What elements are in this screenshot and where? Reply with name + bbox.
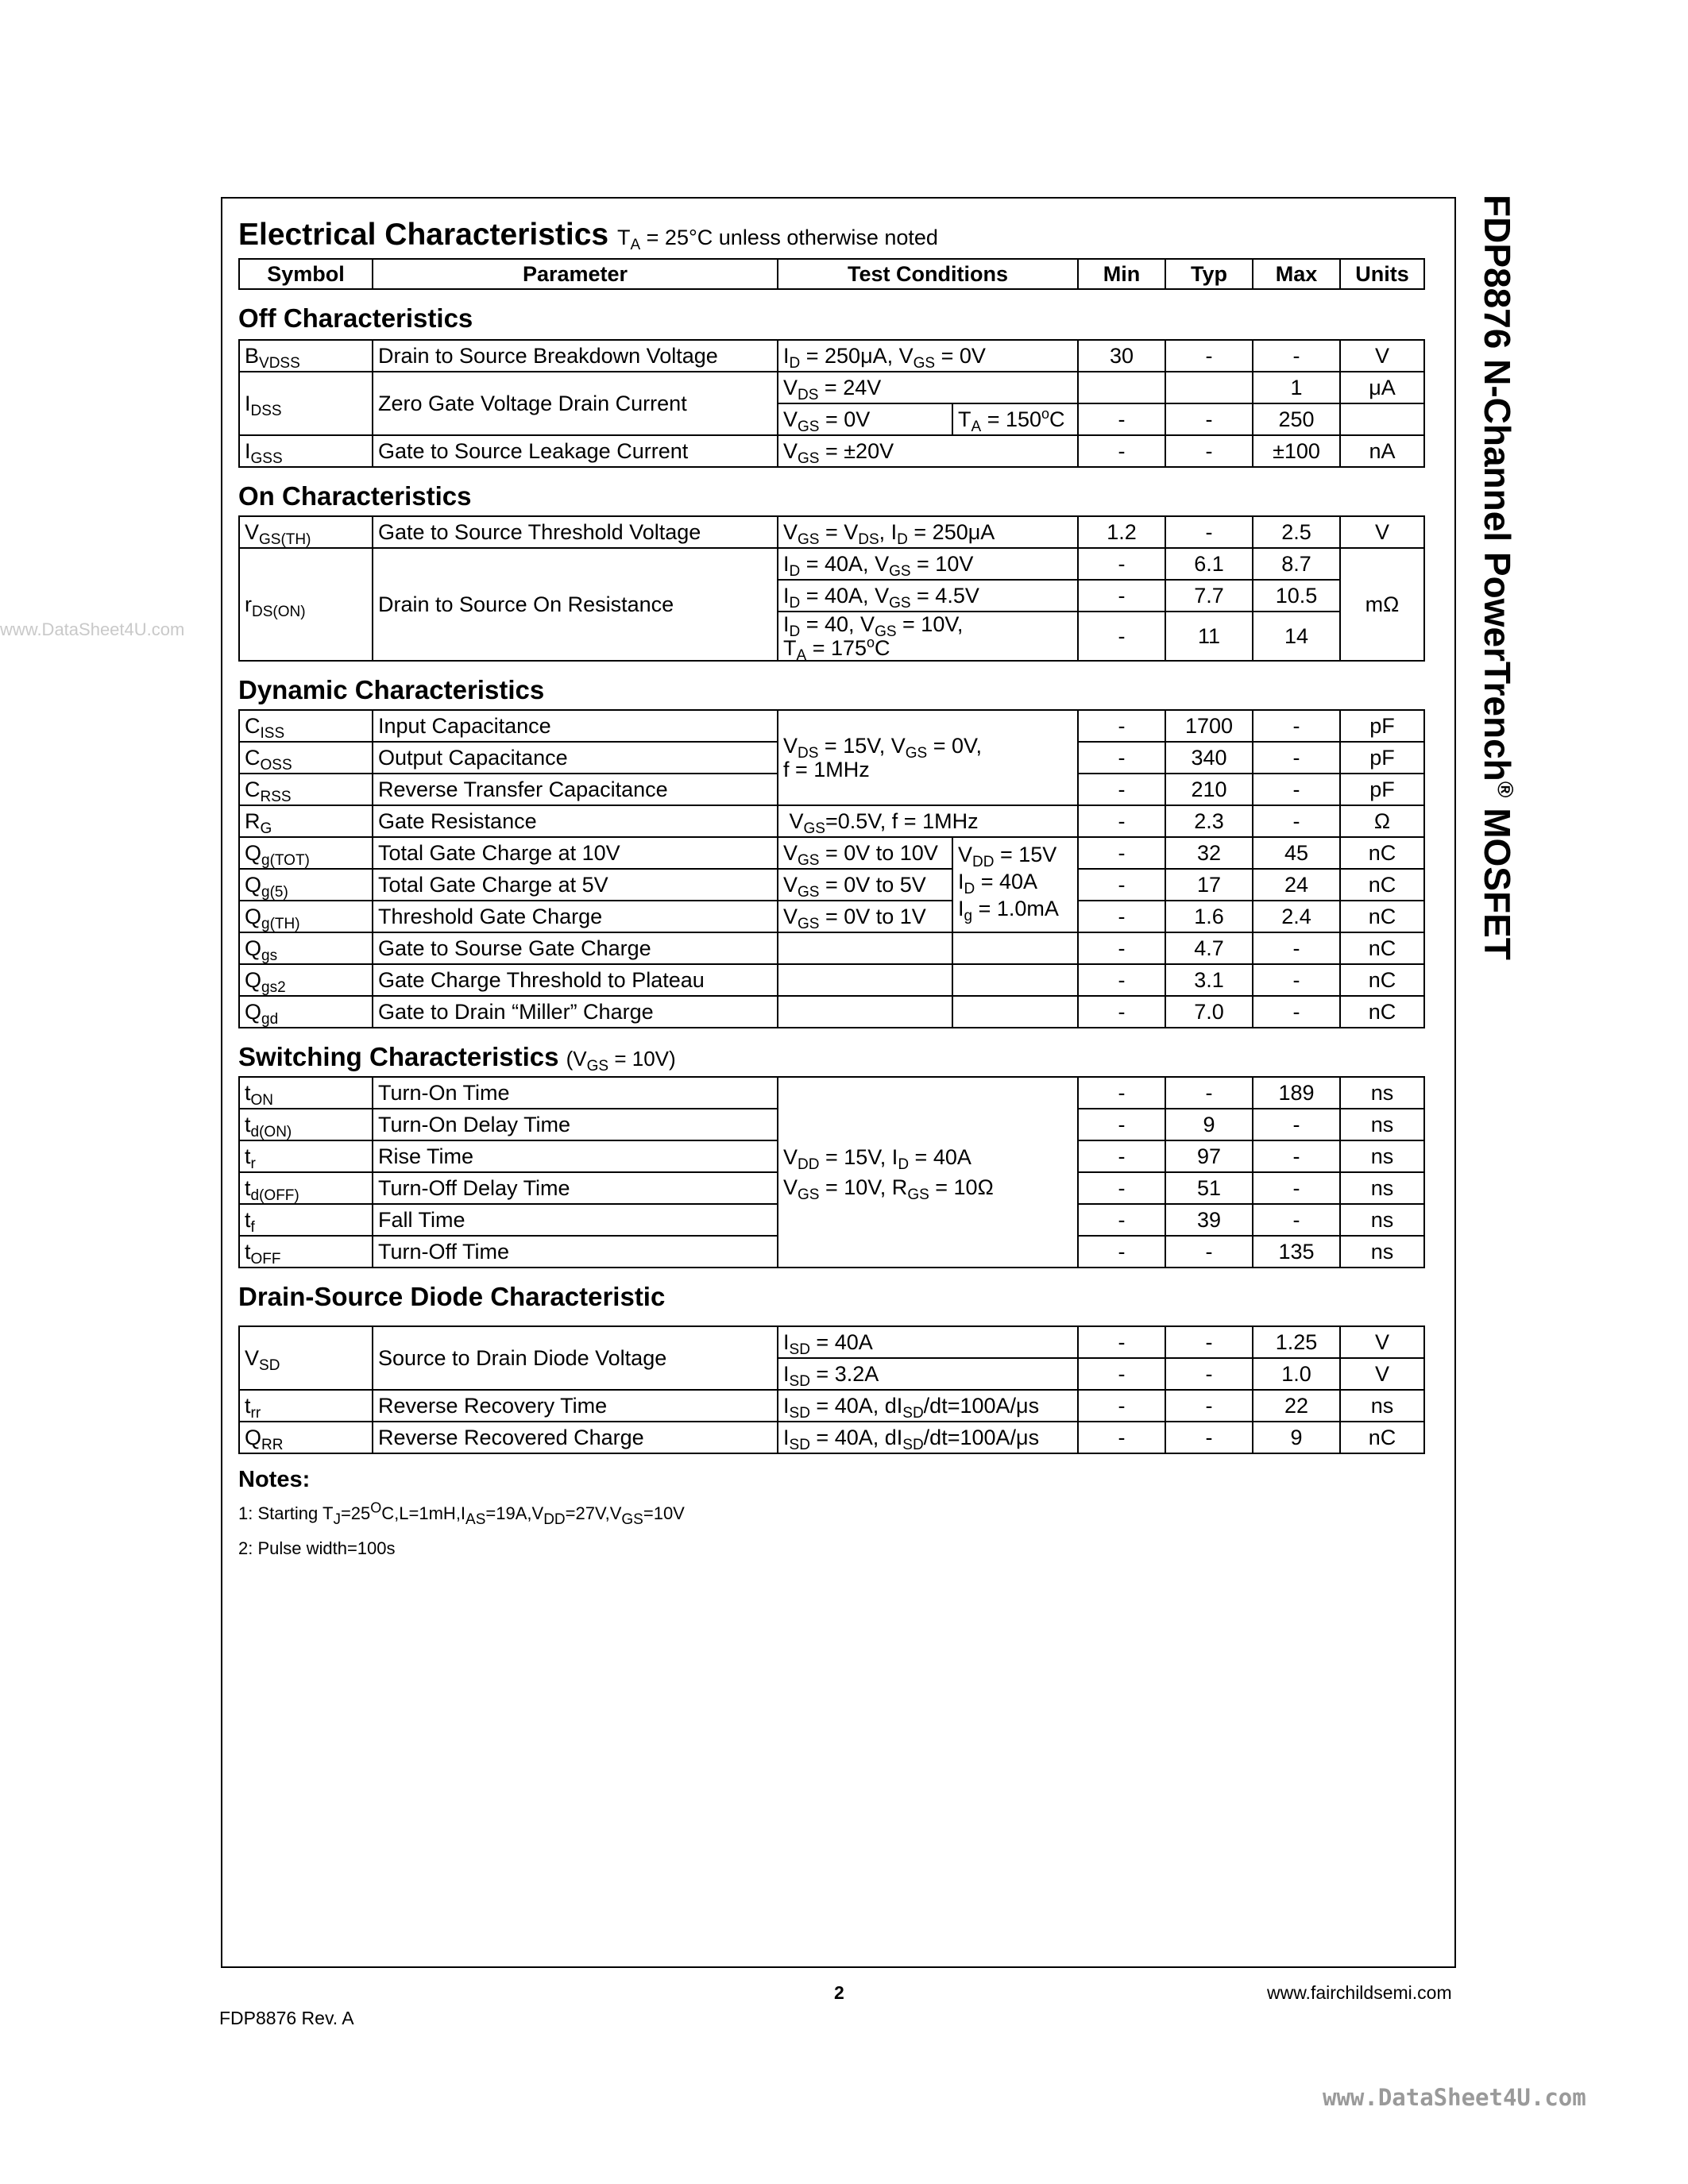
header-test-conditions: Test Conditions (778, 259, 1078, 289)
table-row: $r_{DS(ON)}$ Drain to Source On Resistance $I_D = 40A$, $V_{GS} = 10V$ - 6.1 8.7 mΩ (239, 548, 1424, 580)
header-max: Max (1253, 259, 1340, 289)
table-row: $I_{DSS}$ Zero Gate Voltage Drain Current $V_{DS} = 24V$ 1 μA (239, 372, 1424, 403)
table-row: $V_{GS} = 0V$ $T_A = 150^oC$ - - 250 (239, 403, 1424, 435)
header-parameter: Parameter (373, 259, 778, 289)
table-row: $Q_{g(TH)}$ Threshold Gate Charge $V_{GS} = 0V$ to 1V - 1.6 2.4 nC (239, 901, 1424, 932)
watermark-left: www.DataSheet4U.com (0, 619, 185, 639)
section-switching: Switching Characteristics $(V_{GS} = 10V)$ (238, 1042, 676, 1075)
content (238, 214, 1423, 1561)
header-min: Min (1078, 259, 1165, 289)
table-row: $C_{ISS}$ Input Capacitance $V_{DS} = 15V$, $V_{GS} = 0V$, f = 1MHz - 1700 - pF (239, 710, 1424, 742)
page-number: 2 (834, 1982, 844, 2003)
page-title: Electrical Characteristics $T_A = 25^\circ C$ unless otherwise noted (238, 218, 938, 253)
note-1: 1: Starting $T_J=25^OC,L=1mH,I_{AS}=19A,V_{DD}=27V,V_{GS}=10V$ (238, 1499, 685, 1528)
table-row: $R_G$ Gate Resistance $V_{GS}=0.5V$, f = 1MHz - 2.3 - Ω (239, 805, 1424, 837)
table-row: $V_{SD}$ Source to Drain Diode Voltage $I_{SD} = 40A$ - - 1.25 V (239, 1326, 1424, 1358)
table-row: $Q_{gs}$ Gate to Sourse Gate Charge - 4.7 - nC (239, 932, 1424, 964)
table-row: $I_D = 40A$, $V_{GS} = 4.5V$ - 7.7 10.5 (239, 580, 1424, 612)
switching-table (238, 1076, 1425, 1268)
table-row: $t_{ON}$ Turn-On Time $V_{DD} = 15V$, $I_D = 40A$ $V_{GS} = 10V$, $R_{GS} = 10\Omega$ - - 189 ns (239, 1077, 1424, 1109)
table-row: $I_{SD} = 3.2A$ - - 1.0 V (239, 1358, 1424, 1390)
section-dynamic: Dynamic Characteristics (238, 675, 545, 704)
section-diode: Drain-Source Diode Characteristic (238, 1282, 666, 1311)
header-units: Units (1340, 259, 1424, 289)
footer-website: www.fairchildsemi.com (1267, 1982, 1452, 2003)
off-table (238, 339, 1425, 468)
header-table (238, 258, 1425, 290)
side-title: FDP8876 N-Channel PowerTrench® MOSFET (1477, 195, 1518, 960)
table-row: $t_f$ Fall Time - 39 - ns (239, 1204, 1424, 1236)
dynamic-table (238, 709, 1425, 1028)
table-row: $t_{d(OFF)}$ Turn-Off Delay Time - 51 - ns (239, 1172, 1424, 1204)
table-row: $I_D = 40$, $V_{GS} = 10V$, $T_A = 175^oC$ - 11 14 (239, 612, 1424, 661)
watermark-bottom: www.DataSheet4U.com (1323, 2084, 1586, 2111)
table-row: $C_{OSS}$ Output Capacitance - 340 - pF (239, 742, 1424, 774)
table-row: $Q_{gd}$ Gate to Drain “Miller” Charge - 7.0 - nC (239, 996, 1424, 1028)
table-row: $Q_{g(TOT)}$ Total Gate Charge at 10V $V_{GS} = 0V$ to 10V $V_{DD} = 15V$ $I_D = 40A$ $I_g = 1.0mA$ - 32 45 nC (239, 837, 1424, 869)
section-on: On Characteristics (238, 481, 472, 511)
table-row: $t_r$ Rise Time - 97 - ns (239, 1140, 1424, 1172)
table-row: $Q_{gs2}$ Gate Charge Threshold to Plateau - 3.1 - nC (239, 964, 1424, 996)
on-table (238, 515, 1425, 662)
table-row: $t_{rr}$ Reverse Recovery Time $I_{SD} = 40A$, $dI_{SD}/dt=100A/\mu s$ - - 22 ns (239, 1390, 1424, 1422)
footer-revision: FDP8876 Rev. A (219, 2008, 354, 2028)
table-row: $Q_{g(5)}$ Total Gate Charge at 5V $V_{GS} = 0V$ to 5V - 17 24 nC (239, 869, 1424, 901)
note-2: 2: Pulse width=100s (238, 1538, 396, 1558)
table-row: $Q_{RR}$ Reverse Recovered Charge $I_{SD} = 40A$, $dI_{SD}/dt=100A/\mu s$ - - 9 nC (239, 1422, 1424, 1453)
table-row: $V_{GS(TH)}$ Gate to Source Threshold Voltage $V_{GS} = V_{DS}$, $I_D = 250\mu A$ 1.2 - 2.5 V (239, 516, 1424, 548)
table-row: $t_{d(ON)}$ Turn-On Delay Time - 9 - ns (239, 1109, 1424, 1140)
section-off: Off Characteristics (238, 303, 473, 333)
table-row: $C_{RSS}$ Reverse Transfer Capacitance - 210 - pF (239, 774, 1424, 805)
table-row: $I_{GSS}$ Gate to Source Leakage Current $V_{GS} = \pm 20V$ - - ±100 nA (239, 435, 1424, 467)
header-symbol: Symbol (239, 259, 373, 289)
notes-title: Notes: (238, 1467, 311, 1492)
header-typ: Typ (1165, 259, 1253, 289)
table-row: $B_{VDSS}$ Drain to Source Breakdown Voltage $I_D = 250\mu A$, $V_{GS} = 0V$ 30 - - V (239, 340, 1424, 372)
table-row: $t_{OFF}$ Turn-Off Time - - 135 ns (239, 1236, 1424, 1268)
diode-table (238, 1325, 1425, 1454)
